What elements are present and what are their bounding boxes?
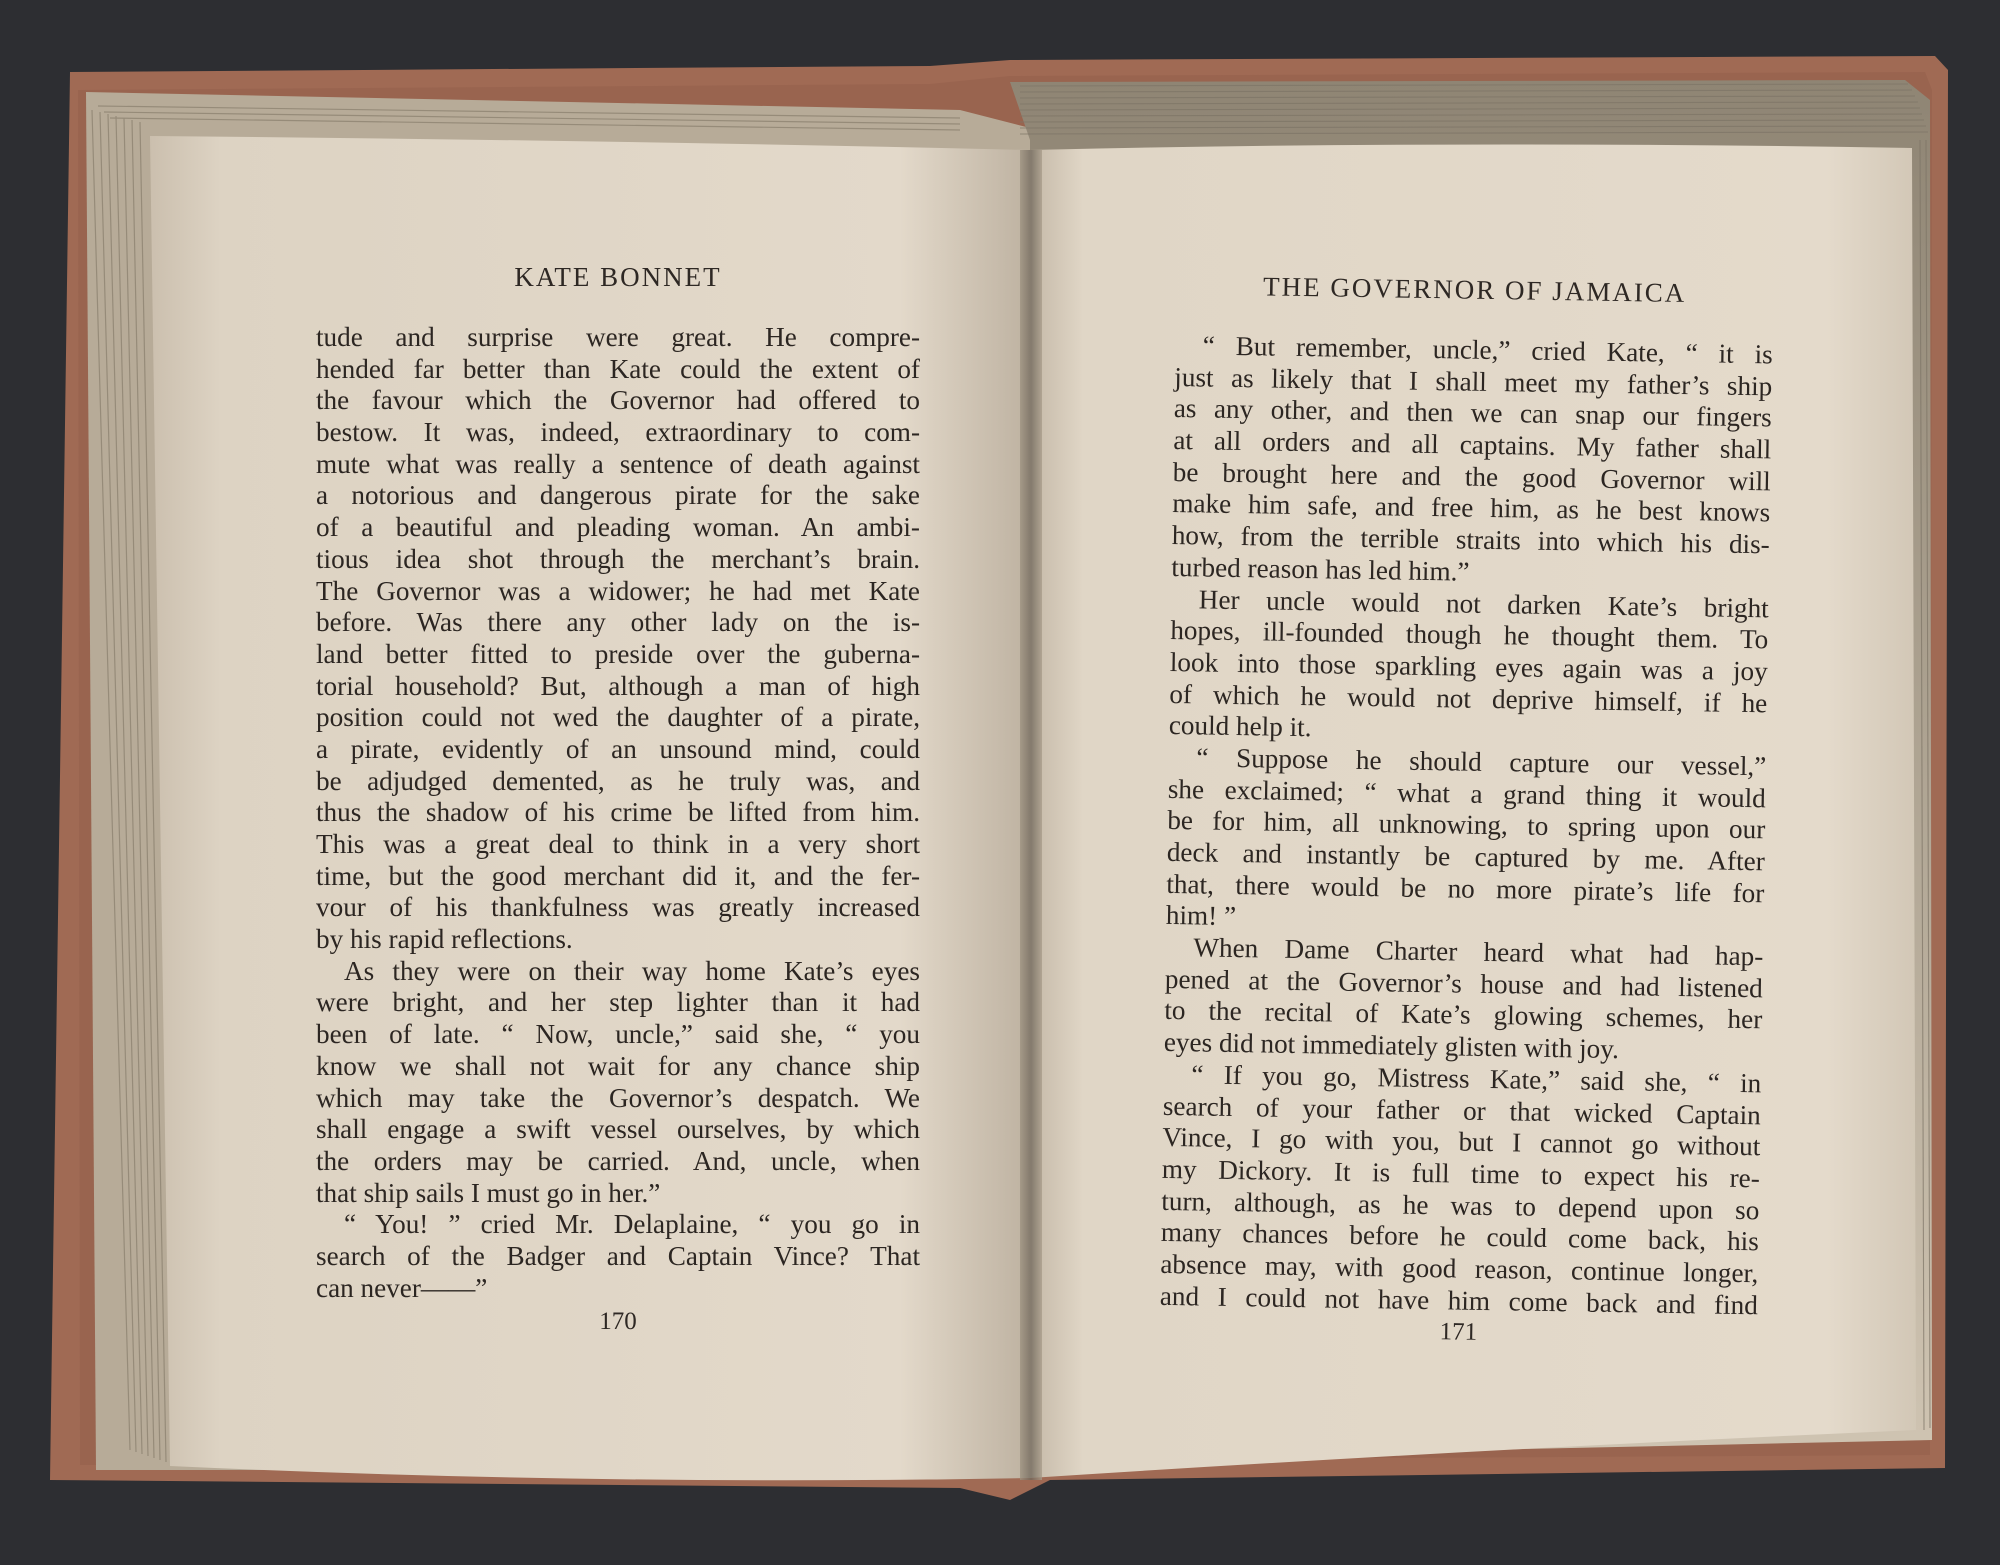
text-line: a pirate, evidently of an unsound mind, could <box>316 733 920 764</box>
text-line: of a beautiful and pleading woman. An ambi- <box>316 512 920 543</box>
text-line: “ If you go, Mistress Kate,” said she, “ in <box>1191 1059 1762 1099</box>
gutter <box>1020 150 1042 1480</box>
right-page-content <box>1159 270 1774 1359</box>
running-head: KATE BONNET <box>514 262 722 292</box>
text-line: could help it. <box>1168 710 1312 743</box>
text-line: that ship sails I must go in her.” <box>316 1177 661 1208</box>
text-line: deck and instantly be captured by me. After <box>1166 836 1766 877</box>
text-line: As they were on their way home Kate’s eyes <box>344 955 920 986</box>
page-number: 171 <box>1439 1318 1478 1346</box>
text-line: tude and surprise were great. He compre- <box>316 322 920 352</box>
text-line: bestow. It was, indeed, extraordinary to com- <box>316 417 920 448</box>
text-line: thus the shadow of his crime be lifted from him. <box>316 797 920 828</box>
text-line: and I could not have him come back and find <box>1159 1280 1759 1320</box>
text-line: shall engage a swift vessel ourselves, by which <box>316 1114 920 1145</box>
text-line: position could not wed the daughter of a pirate, <box>316 702 920 733</box>
text-line: turn, although, as he was to depend upon so <box>1161 1185 1760 1225</box>
text-line: many chances before he could come back, his <box>1160 1217 1760 1257</box>
text-line: land better fitted to preside over the guberna- <box>316 638 920 669</box>
text-line: This was a great deal to think in a very short <box>316 829 920 859</box>
text-line: be for him, all unknowing, to spring upon our <box>1167 805 1766 845</box>
text-line: him! ” <box>1165 900 1237 932</box>
text-line: search of the Badger and Captain Vince? That <box>316 1240 920 1271</box>
text-line: to the recital of Kate’s glowing schemes, her <box>1164 995 1763 1035</box>
text-line: turbed reason has led him.” <box>1171 551 1470 587</box>
page-body <box>1160 330 1773 1322</box>
text-line: make him safe, and free him, as he best knows <box>1172 488 1771 528</box>
text-line: a notorious and dangerous pirate for the sake <box>316 480 920 511</box>
text-line: know we shall not wait for any chance ship <box>316 1050 920 1081</box>
text-line: mute what was really a sentence of death against <box>316 448 920 479</box>
text-line: “ But remember, uncle,” cried Kate, “ it is <box>1202 330 1773 370</box>
text-line: When Dame Charter heard what had hap- <box>1193 932 1764 972</box>
text-line: “ You! ” cried Mr. Delaplaine, “ you go in <box>344 1209 920 1240</box>
text-line: vour of his thankfulness was greatly increased <box>316 892 920 923</box>
text-line: Her uncle would not darken Kate’s bright <box>1198 583 1770 623</box>
text-line: torial household? But, although a man of high <box>316 670 920 701</box>
text-line: the orders may be carried. And, uncle, when <box>316 1145 920 1176</box>
text-line: be adjudged demented, as he truly was, and <box>316 765 920 796</box>
text-line: be brought here and the good Governor will <box>1172 456 1771 497</box>
text-line: eyes did not immediately glisten with joy. <box>1163 1027 1620 1065</box>
text-line: were bright, and her step lighter than it had <box>316 987 920 1018</box>
text-line: time, but the good merchant did it, and the fer- <box>316 860 920 891</box>
text-line: by his rapid reflections. <box>316 924 573 955</box>
text-line: pened at the Governor’s house and had listened <box>1164 963 1764 1004</box>
text-line: absence may, with good reason, continue longer, <box>1160 1248 1759 1289</box>
text-line: which may take the Governor’s despatch. We <box>316 1082 920 1113</box>
text-line: can never——” <box>316 1272 488 1303</box>
text-line: The Governor was a widower; he had met Kate <box>316 575 920 606</box>
text-line: at all orders and all captains. My father shall <box>1173 425 1772 465</box>
text-line: tious idea shot through the merchant’s brain. <box>316 543 920 574</box>
text-line: been of late. “ Now, uncle,” said she, “ you <box>316 1019 920 1050</box>
text-line: “ Suppose he should capture our vessel,” <box>1196 742 1767 782</box>
page-number: 170 <box>599 1308 637 1335</box>
text-line: the favour which the Governor had offered to <box>316 385 920 416</box>
text-line: before. Was there any other lady on the is- <box>316 607 920 638</box>
text-line: how, from the terrible straits into which his dis- <box>1171 520 1770 560</box>
text-line: search of your father or that wicked Captain <box>1162 1090 1762 1130</box>
text-line: she exclaimed; “ what a grand thing it would <box>1167 773 1767 813</box>
text-line: just as likely that I shall meet my father’s ship <box>1174 361 1773 402</box>
running-head: THE GOVERNOR OF JAMAICA <box>1262 271 1687 309</box>
text-line: hopes, ill-founded though he thought them. To <box>1170 615 1769 655</box>
text-line: my Dickory. It is full time to expect his re- <box>1161 1153 1761 1194</box>
text-line: hended far better than Kate could the extent of <box>316 353 920 384</box>
text-line: that, there would be no more pirate’s life for <box>1166 868 1765 909</box>
text-line: Vince, I go with you, but I cannot go without <box>1162 1122 1761 1162</box>
left-page-content <box>316 262 920 1342</box>
text-line: of which he would not deprive himself, if he <box>1169 678 1768 718</box>
page-body <box>316 322 920 1304</box>
text-line: as any other, and then we can snap our fingers <box>1173 393 1772 433</box>
text-line: look into those sparkling eyes again was a joy <box>1169 646 1769 687</box>
